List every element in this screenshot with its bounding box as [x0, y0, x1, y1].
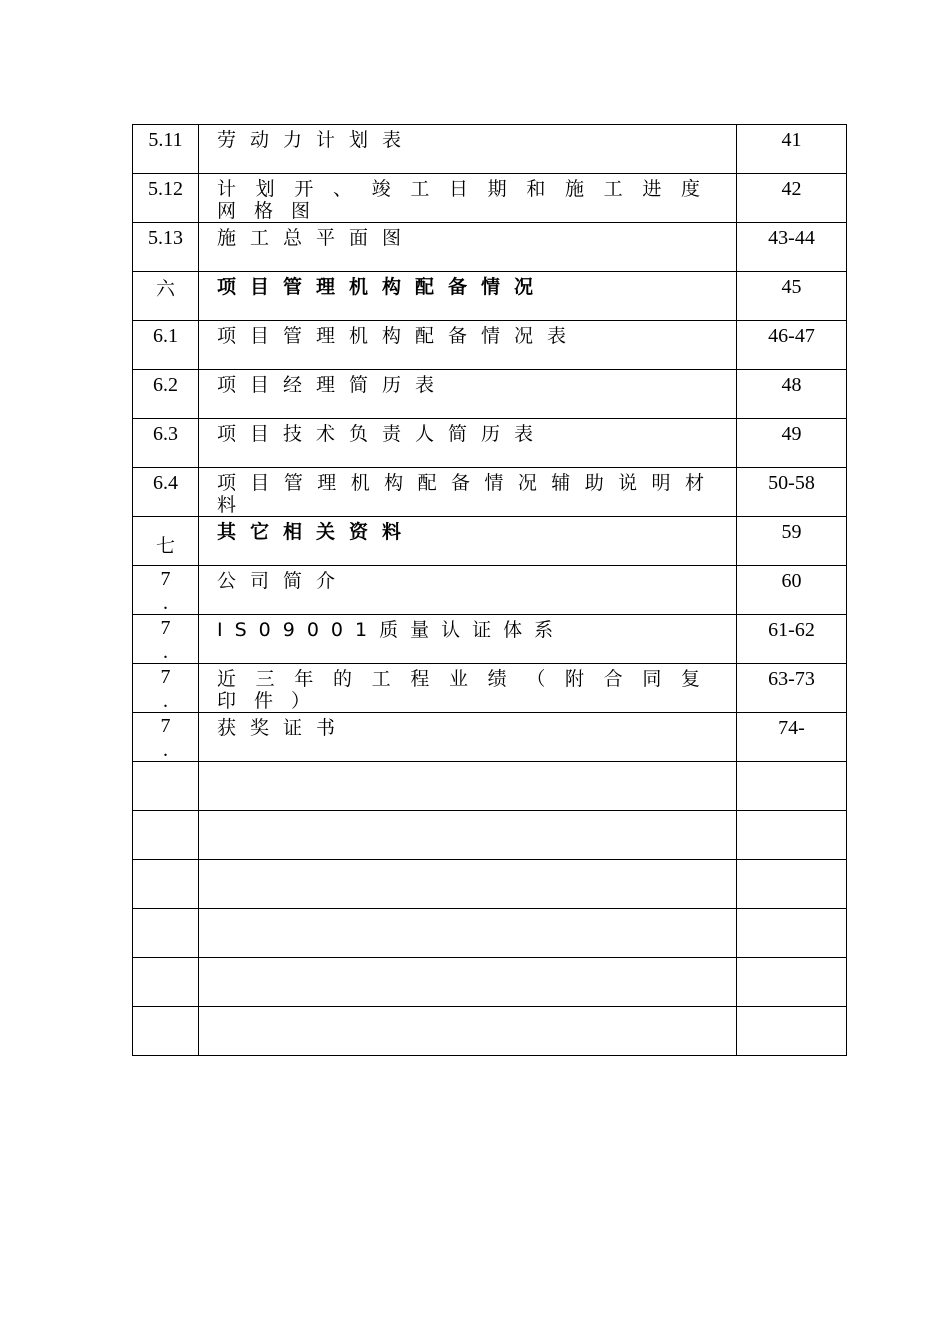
- table-row: [133, 566, 847, 615]
- row-number: 7: [160, 617, 171, 639]
- row-number-cell: [133, 174, 199, 223]
- row-number-cell: [133, 713, 199, 762]
- row-number-cell: [133, 321, 199, 370]
- row-number-dot: .: [163, 641, 168, 663]
- row-page: 41: [781, 129, 802, 151]
- row-page: 74-: [778, 717, 805, 739]
- row-title-cell: [199, 321, 737, 370]
- table-row: [133, 272, 847, 321]
- row-number: 6.1: [153, 325, 178, 347]
- empty-cell: [199, 1007, 737, 1056]
- empty-cell: [133, 860, 199, 909]
- row-number-dot: .: [163, 690, 168, 712]
- row-page: 46-47: [768, 325, 815, 347]
- row-title-cell: [199, 223, 737, 272]
- row-page-cell: [737, 174, 847, 223]
- row-title-cell: [199, 174, 737, 223]
- empty-cell: [737, 1007, 847, 1056]
- row-page: 50-58: [768, 472, 815, 494]
- empty-cell: [199, 811, 737, 860]
- row-number-cell: [133, 566, 199, 615]
- row-title-cell: [199, 125, 737, 174]
- section-number: 六: [155, 278, 175, 300]
- empty-cell: [199, 860, 737, 909]
- row-title-cell: [199, 615, 737, 664]
- row-title-cell: [199, 664, 737, 713]
- empty-cell: [737, 811, 847, 860]
- row-title: 公司简介: [217, 570, 350, 592]
- row-page: 59: [781, 521, 802, 543]
- empty-cell: [133, 958, 199, 1007]
- row-number-cell: [133, 419, 199, 468]
- table-row: [133, 713, 847, 762]
- row-number: 5.12: [148, 178, 183, 200]
- row-title: 劳动力计划表: [217, 129, 416, 151]
- row-page-cell: [737, 517, 847, 566]
- table-row: [133, 419, 847, 468]
- row-page-cell: [737, 223, 847, 272]
- section-title: 项目管理机构配备情况: [217, 276, 548, 298]
- table-row: [133, 174, 847, 223]
- row-number-cell: [133, 272, 199, 321]
- row-title: 施工总平面图: [217, 227, 416, 249]
- row-title: 项目经理简历表: [217, 374, 449, 396]
- row-page: 60: [781, 570, 802, 592]
- row-number: 6.2: [153, 374, 178, 396]
- row-page: 42: [781, 178, 802, 200]
- row-page: 43-44: [768, 227, 815, 249]
- row-number: 7: [160, 666, 171, 688]
- row-title: 计划开、竣工日期和施工进度网格图: [217, 178, 718, 222]
- row-title-cell: [199, 566, 737, 615]
- row-title: 项目技术负责人简历表: [217, 423, 548, 445]
- empty-cell: [737, 860, 847, 909]
- row-title: 项目管理机构配备情况表: [217, 325, 581, 347]
- row-title-cell: [199, 713, 737, 762]
- empty-cell: [133, 762, 199, 811]
- table-row: [133, 468, 847, 517]
- row-page-cell: [737, 566, 847, 615]
- row-number-dot: .: [163, 592, 168, 614]
- row-page-cell: [737, 272, 847, 321]
- table-row: [133, 615, 847, 664]
- row-page: 48: [781, 374, 802, 396]
- toc-table: [132, 124, 847, 1056]
- empty-row: [133, 860, 847, 909]
- empty-row: [133, 909, 847, 958]
- row-page-cell: [737, 419, 847, 468]
- empty-row: [133, 958, 847, 1007]
- row-page-cell: [737, 664, 847, 713]
- row-title: 近三年的工程业绩（附合同复印件）: [217, 668, 718, 712]
- row-number: 6.4: [153, 472, 178, 494]
- row-page: 63-73: [768, 668, 815, 690]
- row-number-cell: [133, 664, 199, 713]
- table-row: [133, 321, 847, 370]
- row-page: 45: [781, 276, 802, 298]
- table-row: [133, 517, 847, 566]
- row-number: 5.13: [148, 227, 183, 249]
- empty-cell: [737, 762, 847, 811]
- row-title: 项目管理机构配备情况辅助说明材料: [217, 472, 718, 516]
- empty-row: [133, 1007, 847, 1056]
- row-page-cell: [737, 370, 847, 419]
- row-number-cell: [133, 468, 199, 517]
- row-title-cell: [199, 419, 737, 468]
- empty-cell: [133, 909, 199, 958]
- table-row: [133, 370, 847, 419]
- row-title-cell: [199, 370, 737, 419]
- row-title-cell: [199, 468, 737, 517]
- row-number-dot: .: [163, 739, 168, 761]
- row-title-cell: [199, 517, 737, 566]
- row-number: 6.3: [153, 423, 178, 445]
- row-title-cell: [199, 272, 737, 321]
- section-title: 其它相关资料: [217, 521, 416, 543]
- table-row: [133, 125, 847, 174]
- row-number: 5.11: [148, 129, 183, 151]
- row-number: 7: [160, 715, 171, 737]
- row-page: 49: [781, 423, 802, 445]
- row-title: IS09001质量认证体系: [217, 619, 566, 641]
- empty-cell: [133, 811, 199, 860]
- table-row: [133, 664, 847, 713]
- row-number-cell: [133, 223, 199, 272]
- row-number-cell: [133, 615, 199, 664]
- row-number: 7: [160, 568, 171, 590]
- row-number-cell: [133, 370, 199, 419]
- row-page-cell: [737, 615, 847, 664]
- row-page-cell: [737, 713, 847, 762]
- table-row: [133, 223, 847, 272]
- empty-cell: [199, 958, 737, 1007]
- empty-cell: [199, 762, 737, 811]
- empty-cell: [737, 909, 847, 958]
- empty-row: [133, 811, 847, 860]
- empty-cell: [133, 1007, 199, 1056]
- row-page-cell: [737, 468, 847, 517]
- row-title: 获奖证书: [217, 717, 350, 739]
- row-page-cell: [737, 321, 847, 370]
- row-number-cell: [133, 125, 199, 174]
- empty-cell: [737, 958, 847, 1007]
- section-number: 七: [155, 535, 175, 557]
- row-page-cell: [737, 125, 847, 174]
- row-page: 61-62: [768, 619, 815, 641]
- empty-cell: [199, 909, 737, 958]
- empty-row: [133, 762, 847, 811]
- row-number-cell: [133, 517, 199, 566]
